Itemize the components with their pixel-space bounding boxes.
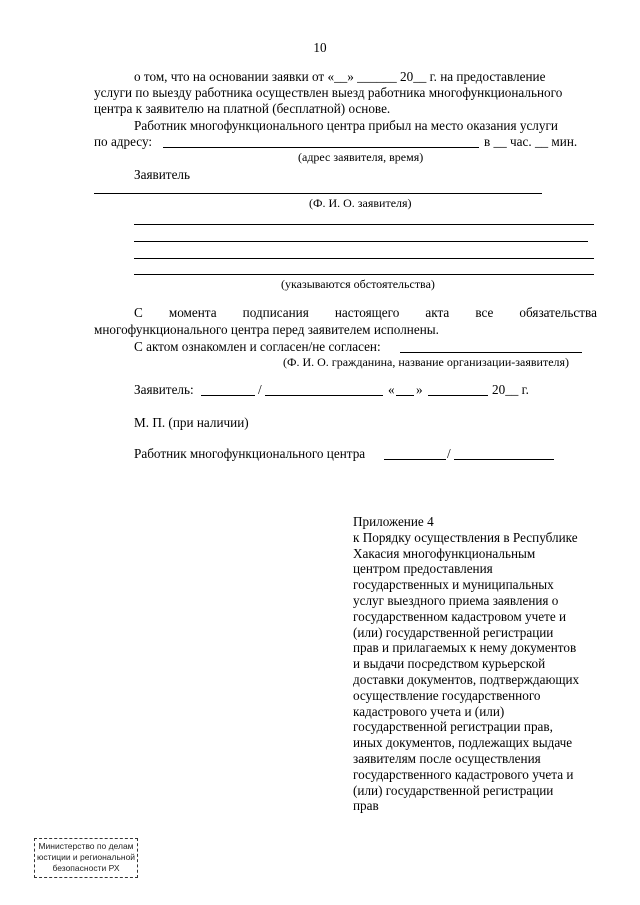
circumstances-line-4 [134, 274, 594, 275]
appendix-block [353, 514, 598, 814]
appendix-line: к Порядку осуществления в Республике [353, 529, 578, 545]
acquainted-text: С актом ознакомлен и согласен/не согласен: [134, 339, 381, 354]
date-open-quote: « [388, 382, 395, 397]
signature-line [201, 395, 255, 396]
intro-line-3: центра к заявителю на платной (бесплатной) основе. [94, 101, 391, 116]
seal-label: М. П. (при наличии) [134, 415, 249, 430]
appendix-line: доставки документов, подтверждающих [353, 671, 580, 687]
applicant-label: Заявитель [134, 167, 191, 182]
appendix-line: (или) государственной регистрации [353, 624, 554, 640]
obligations-word: все [475, 305, 494, 320]
appendix-line: Хакасия многофункциональным [353, 545, 536, 561]
acquainted-field-line [400, 352, 582, 353]
appendix-line: прав [353, 798, 379, 814]
obligations-word: С [134, 305, 143, 320]
worker-signature-line [384, 459, 446, 460]
appendix-line: заявителям после осуществления [353, 750, 541, 766]
stamp-line-3: безопасности РХ [52, 863, 120, 873]
applicant-fio-line [94, 193, 542, 194]
appendix-line: государственных и муниципальных [353, 577, 554, 593]
obligations-word: акта [425, 305, 450, 320]
worker-slash: / [447, 446, 451, 461]
appendix-line: услуг выездного приема заявления о [353, 592, 559, 608]
page-number: 10 [313, 40, 327, 55]
worker-label: Работник многофункционального центра [134, 446, 366, 461]
intro-line-1: о том, что на основании заявки от «__» ______ 20__ г. на предоставление [134, 69, 546, 84]
circumstances-line-3 [134, 258, 594, 259]
worker-name-line [454, 459, 554, 460]
obligations-word: обязательства [519, 305, 597, 320]
obligations-word: подписания [242, 305, 309, 320]
appendix-line: прав и прилагаемых к нему документов [353, 640, 577, 656]
arrival-line-1: Работник многофункционального центра прибыл на место оказания услуги [134, 118, 558, 133]
address-field-line [163, 147, 479, 148]
appendix-line: и выдачи посредством курьерской [353, 656, 546, 672]
obligations-line-1 [134, 305, 597, 320]
appendix-line: государственной регистрации прав, [353, 719, 553, 735]
circumstances-line-2 [134, 241, 588, 242]
appendix-line: государственного кадастрового учета и [353, 766, 574, 782]
address-caption: (адрес заявителя, время) [298, 150, 424, 164]
obligations-word: момента [168, 305, 217, 320]
address-label: по адресу: [94, 134, 153, 149]
signature-name-line [265, 395, 383, 396]
appendix-line: иных документов, подлежащих выдаче [353, 735, 573, 751]
intro-line-2: услуги по выезду работника осуществлен выезд работника многофункционального [94, 85, 563, 100]
appendix-line: центром предоставления [353, 561, 493, 577]
stamp-line-2: юстиции и региональной [36, 852, 136, 862]
date-year: 20__ г. [492, 382, 529, 397]
ministry-stamp [34, 838, 138, 878]
time-text: в __ час. __ мин. [484, 134, 578, 149]
obligations-word: настоящего [334, 305, 400, 320]
date-month-line [428, 395, 488, 396]
applicant-fio-caption: (Ф. И. О. заявителя) [309, 196, 412, 210]
appendix-line: государственном кадастровом учете и [353, 608, 567, 624]
date-close-quote: » [416, 382, 423, 397]
date-day-line [396, 395, 414, 396]
appendix-line: кадастрового учета и (или) [353, 703, 505, 719]
signature-applicant-label: Заявитель: [134, 382, 194, 397]
appendix-line: Приложение 4 [353, 514, 434, 529]
circumstances-caption: (указываются обстоятельства) [281, 277, 435, 291]
signature-slash: / [258, 382, 262, 397]
appendix-line: (или) государственной регистрации [353, 782, 554, 798]
acquainted-caption: (Ф. И. О. гражданина, название организации-заявителя) [283, 355, 570, 369]
stamp-line-1: Министерство по делам [38, 841, 134, 851]
circumstances-line-1 [134, 224, 594, 225]
obligations-line-2: многофункционального центра перед заявителем исполнены. [94, 322, 439, 337]
appendix-line: осуществление государственного [353, 687, 541, 703]
